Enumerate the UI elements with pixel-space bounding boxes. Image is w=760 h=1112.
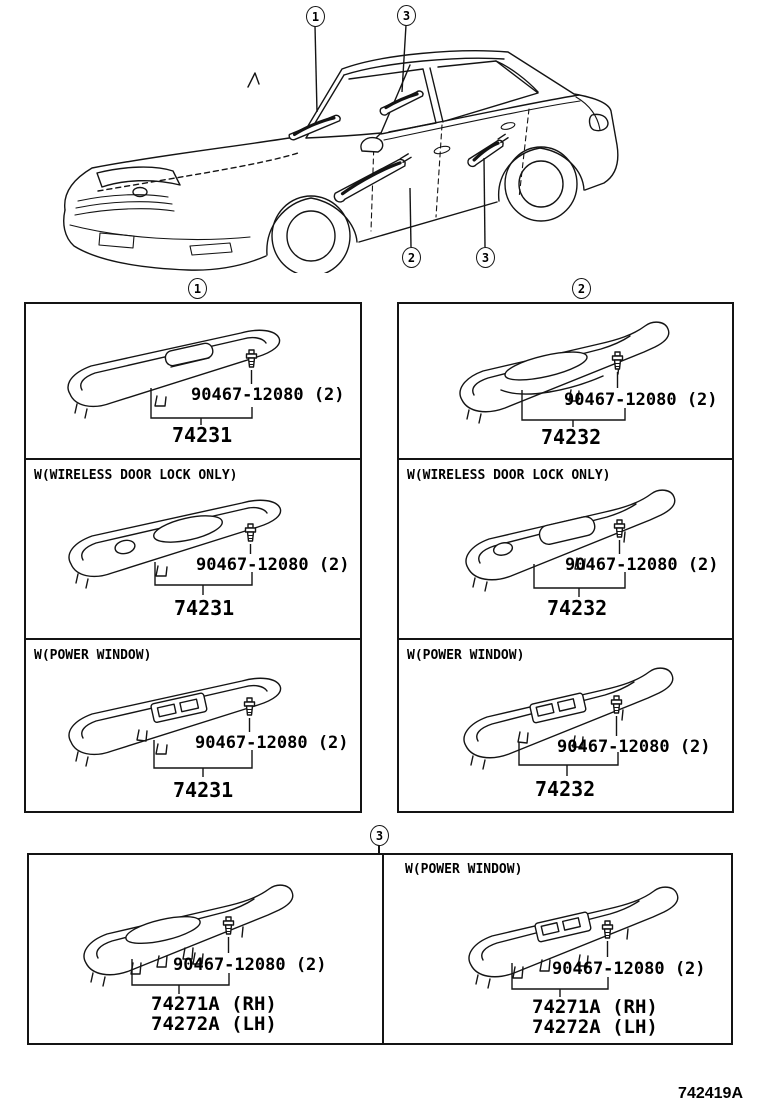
clip-part-number: 90467-12080 (2): [552, 959, 706, 979]
part-number: 74232: [547, 596, 608, 620]
part-number: 74231: [172, 423, 233, 447]
cell-74271-standard: [29, 855, 382, 1043]
cell-74232-wireless: [399, 460, 732, 638]
part-number-lh: 74272A (LH): [532, 1016, 658, 1038]
box3-callout: 3: [370, 825, 389, 846]
part-number: 74231: [174, 596, 235, 620]
variant-label: W(WIRELESS DOOR LOCK ONLY): [34, 468, 238, 483]
part-number: 74231: [173, 778, 234, 802]
cell-74232-power: [399, 640, 732, 811]
car-callout-1: 1: [306, 6, 325, 27]
box2-callout: 2: [572, 278, 591, 299]
part-number-rh: 74271A (RH): [532, 996, 658, 1018]
part-number-rh: 74271A (RH): [151, 993, 277, 1015]
car-callout-2: 2: [402, 247, 421, 268]
part-number: 74232: [535, 777, 596, 801]
parts-box-3: [27, 853, 733, 1045]
parts-box-2: [397, 302, 734, 813]
clip-part-number: 90467-12080 (2): [564, 390, 718, 410]
part-marker-rear-door: [464, 134, 513, 168]
clip-part-number: 90467-12080 (2): [195, 733, 349, 753]
cell-74232-standard: [399, 304, 732, 458]
car-callout-3-rear: 3: [476, 247, 495, 268]
cell-74231-power: [26, 640, 360, 811]
clip-part-number: 90467-12080 (2): [191, 385, 345, 405]
clip-part-number: 90467-12080 (2): [565, 555, 719, 575]
variant-label: W(POWER WINDOW): [34, 648, 152, 663]
clip-part-number: 90467-12080 (2): [173, 955, 327, 975]
cell-74271-power: [384, 855, 731, 1043]
drawing-number: 742419A: [678, 1085, 743, 1102]
part-number: 74232: [541, 425, 602, 449]
variant-label: W(POWER WINDOW): [407, 648, 525, 663]
variant-label: W(POWER WINDOW): [405, 862, 523, 877]
car-body: [64, 51, 618, 273]
part-marker-roof-side: [378, 90, 426, 115]
clip-part-number: 90467-12080 (2): [196, 555, 350, 575]
cell-74231-standard: [26, 304, 360, 458]
cell-74231-wireless: [26, 460, 360, 638]
box3-callout-connector: [378, 845, 380, 853]
car-callout-3-top: 3: [397, 5, 416, 26]
variant-label: W(WIRELESS DOOR LOCK ONLY): [407, 468, 611, 483]
clip-part-number: 90467-12080 (2): [557, 737, 711, 757]
car-illustration: [40, 5, 660, 273]
box1-callout: 1: [188, 278, 207, 299]
part-number-lh: 74272A (LH): [151, 1013, 277, 1035]
parts-box-1: [24, 302, 362, 813]
